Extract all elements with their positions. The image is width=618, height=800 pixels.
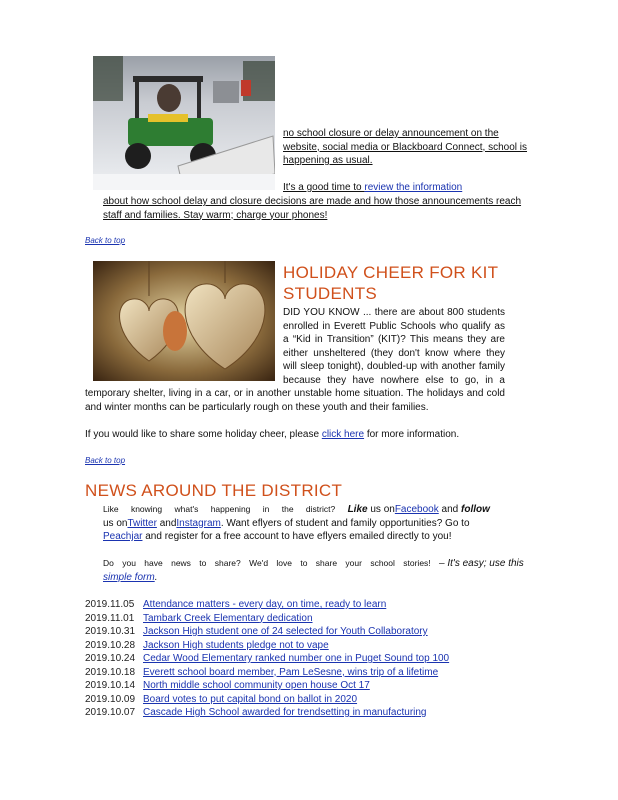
list-item: 2019.10.28 Jackson High students pledge not to vape (85, 639, 329, 651)
facebook-link[interactable]: Facebook (394, 504, 439, 515)
news-list (85, 598, 545, 720)
list-item: 2019.10.18 Everett school board member, Pam LeSesne, wins trip of a lifetime (85, 666, 439, 678)
back-to-top-link-2[interactable]: Back to top (85, 456, 126, 465)
list-item: 2019.11.05 Attendance matters - every day, on time, ready to learn (85, 599, 387, 610)
good-time-continued: about how school delay and closure decisions are made and how those announcements reach staff and families. Stay warm; charge your phones! (103, 196, 522, 221)
closure-text: no school closure or delay announcement on the website, social media or Blackboard Connect, school is happening as usual. (283, 128, 528, 166)
click-here-link[interactable]: click here (321, 429, 365, 440)
list-item: 2019.11.01 Tambark Creek Elementary dedication (85, 612, 313, 624)
news-intro: Like knowing what's happening in the district? Like us onFacebook and follow us onTwitter andInstagram. Want eflyers of student and family opportunities? Go to Peachjar and register for a free account to have eflyers emailed directly to you! (103, 504, 490, 542)
good-time-text (103, 181, 528, 195)
news-link[interactable]: Attendance matters - every day, on time, ready to learn (143, 599, 387, 610)
peachjar-link[interactable]: Peachjar (103, 531, 143, 542)
news-link[interactable]: Cascade High School awarded for trendsetting in manufacturing (143, 707, 427, 718)
kit-heading-line1: HOLIDAY CHEER FOR KIT (283, 263, 499, 282)
news-link[interactable]: Cedar Wood Elementary ranked number one in Puget Sound top 100 (143, 653, 450, 664)
back-to-top-link-1[interactable]: Back to top (85, 236, 126, 245)
kit-body: DID YOU KNOW ... there are about 800 students enrolled in Everett Public Schools who qualify as a “Kid in Transition” (KIT)? This means they are either unsheltered (they don't know where they will sleep tonight), doubled-up with another family because they have nowhere else to go, in a temporary shelter, living in a car, or in another unstable home situation. The holidays and cold and winter months can be particularly rough on these youth and their families. (85, 307, 505, 413)
instagram-link[interactable]: Instagram (176, 517, 221, 529)
news-link[interactable]: Jackson High student one of 24 selected for Youth Collaboratory (143, 626, 428, 637)
review-information-link[interactable]: review the information (364, 182, 463, 193)
simple-form-link[interactable]: simple form (103, 571, 155, 583)
list-item: 2019.10.14 North middle school community open house Oct 17 (85, 680, 370, 691)
news-link[interactable]: Board votes to put capital bond on ballot in 2020 (143, 693, 358, 705)
good-time-line1: It's a good time to review the information (283, 182, 463, 193)
snow-plow-photo (93, 56, 275, 190)
news-link[interactable]: Everett school board member, Pam LeSesne, wins trip of a lifetime (143, 666, 439, 678)
news-link[interactable]: Jackson High students pledge not to vape (143, 639, 329, 651)
news-link[interactable]: Tambark Creek Elementary dedication (143, 612, 313, 624)
list-item: 2019.10.07 Cascade High School awarded for trendsetting in manufacturing (85, 707, 427, 718)
kit-heading-line2: STUDENTS (283, 284, 378, 303)
kit-share-line: If you would like to share some holiday cheer, please click here for more information. (85, 429, 460, 440)
twitter-link[interactable]: Twitter (127, 517, 157, 529)
news-heading: NEWS AROUND THE DISTRICT (85, 481, 343, 500)
news-share: Do you have news to share? We'd love to share your school stories! – It's easy; use this simple form. (103, 558, 524, 583)
list-item: 2019.10.09 Board votes to put capital bond on ballot in 2020 (85, 693, 358, 705)
news-link[interactable]: North middle school community open house Oct 17 (143, 680, 370, 691)
list-item: 2019.10.31 Jackson High student one of 24 selected for Youth Collaboratory (85, 626, 428, 637)
list-item: 2019.10.24 Cedar Wood Elementary ranked number one in Puget Sound top 100 (85, 653, 450, 664)
